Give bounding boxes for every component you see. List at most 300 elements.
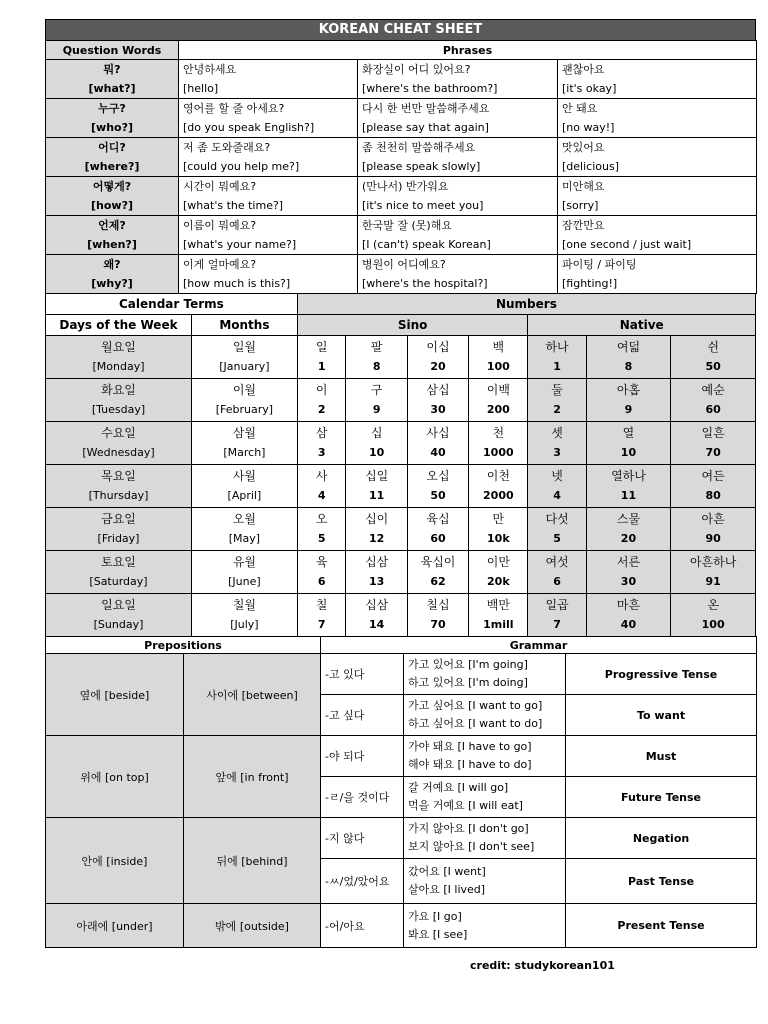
sino-cell: [469, 336, 528, 379]
mon-korean: 사월: [232, 469, 256, 483]
preposition-en: [outside]: [239, 919, 289, 933]
preposition-en: [under]: [111, 919, 153, 933]
native-cell: [671, 422, 756, 465]
sino-korean: 이: [315, 383, 328, 397]
phrase-kr: 시간이 뭐예요?: [183, 180, 257, 193]
native-value: 100: [701, 618, 725, 631]
sino-value: 62: [430, 575, 446, 588]
phrase-en: [I (can't) speak Korean]: [362, 238, 491, 251]
sino-value: 14: [369, 618, 385, 631]
preposition-kr: 옆에: [79, 688, 101, 702]
native-cell: [586, 422, 671, 465]
sino-korean: 칠: [315, 598, 328, 612]
calendar-row: [46, 336, 756, 379]
grammar-example: 가고 싶어요 [I want to go]: [408, 699, 543, 712]
native-cell: [528, 508, 586, 551]
sino-cell: [469, 594, 528, 637]
sino-value: 3: [317, 446, 326, 459]
native-cell: [586, 508, 671, 551]
phrase-en: [no way!]: [562, 121, 615, 134]
question-word-kr: 뭐?: [103, 63, 121, 76]
question-word-en: [where?]: [84, 160, 140, 173]
calendar-row: [46, 508, 756, 551]
sino-korean: 십삼: [365, 598, 389, 612]
day-value: [Sunday]: [93, 618, 144, 631]
phrase-kr: 좀 천천히 말씀해주세요: [362, 141, 476, 154]
numbers-header: Numbers: [297, 294, 755, 315]
phrase-en: [it's nice to meet you]: [362, 199, 484, 212]
mon-value: [May]: [228, 532, 261, 545]
mon-cell: [192, 508, 298, 551]
native-korean: 셋: [551, 426, 563, 440]
sino-korean: 사: [315, 469, 328, 483]
preposition-kr: 위에: [80, 770, 102, 784]
native-korean: 아흔하나: [689, 555, 737, 569]
preposition-cell: [46, 654, 184, 736]
native-value: 9: [624, 403, 633, 416]
grammar-name: Negation: [566, 818, 757, 859]
sino-value: 20k: [487, 575, 510, 588]
phrase-en: [fighting!]: [562, 277, 618, 290]
native-cell: [586, 379, 671, 422]
sino-korean: 사십: [426, 426, 450, 440]
phrase-kr: 미안해요: [562, 180, 605, 193]
preposition-en: [inside]: [106, 854, 148, 868]
sino-cell: [346, 379, 407, 422]
day-value: [Wednesday]: [82, 446, 155, 459]
sino-value: 1: [317, 360, 326, 373]
sino-cell: [297, 508, 346, 551]
sino-korean: 삼: [315, 426, 328, 440]
question-word-kr: 누구?: [98, 102, 126, 115]
sino-value: 10k: [487, 532, 510, 545]
question-word-kr: 어디?: [98, 141, 126, 154]
sino-cell: [346, 508, 407, 551]
sino-korean: 일: [315, 340, 328, 354]
sino-value: 60: [430, 532, 446, 545]
sino-cell: [407, 465, 468, 508]
native-value: 40: [620, 618, 637, 631]
mon-korean: 일월: [232, 340, 256, 354]
native-value: 20: [620, 532, 637, 545]
phrase-en: [please speak slowly]: [362, 160, 481, 173]
sino-korean: 만: [492, 512, 505, 526]
grammar-example: 갈 거예요 [I will go]: [408, 781, 509, 794]
native-value: 30: [620, 575, 637, 588]
sino-korean: 이천: [486, 469, 510, 483]
preposition-cell: [184, 654, 321, 736]
day-value: [Monday]: [92, 360, 145, 373]
phrase-kr: 잠깐만요: [562, 219, 605, 232]
phrase-en: [one second / just wait]: [562, 238, 692, 251]
native-korean: 하나: [545, 340, 569, 354]
sino-cell: [346, 336, 407, 379]
sino-value: 40: [430, 446, 446, 459]
phrase-kr: 화장실이 어디 있어요?: [362, 63, 471, 76]
preposition-en: [on top]: [104, 770, 149, 784]
phrase-en: [please say that again]: [362, 121, 489, 134]
sino-korean: 삼십: [426, 383, 450, 397]
phrases-header: Phrases: [179, 41, 757, 60]
grammar-example: 보지 않아요 [I don't see]: [408, 840, 535, 853]
phrase-en: [how much is this?]: [183, 277, 291, 290]
grammar-suffix: -ㄹ/을 것이다: [321, 777, 404, 818]
sino-korean: 팔: [370, 340, 383, 354]
phrase-kr: 한국말 잘 (못)해요: [362, 219, 452, 232]
native-value: 6: [553, 575, 561, 588]
phrase-kr: 영어를 할 줄 아세요?: [183, 102, 285, 115]
mon-korean: 삼월: [232, 426, 256, 440]
native-value: 10: [620, 446, 637, 459]
native-korean: 여덟: [616, 340, 641, 354]
question-words-header: Question Words: [46, 41, 179, 60]
grammar-example: 가지 않아요 [I don't go]: [408, 822, 529, 835]
calendar-body: [45, 335, 756, 637]
question-word-kr: 왜?: [103, 258, 121, 271]
day-cell: [46, 336, 192, 379]
grammar-suffix: -ㅆ/었/았어요: [321, 859, 404, 904]
phrase-kr: 맛있어요: [562, 141, 605, 154]
phrase-kr: 안녕하세요: [183, 63, 237, 76]
sino-value: 5: [317, 532, 326, 545]
credit-text: credit: studykorean101: [470, 959, 615, 972]
native-korean: 마흔: [616, 598, 641, 612]
day-value: [Saturday]: [89, 575, 148, 588]
sino-value: 8: [372, 360, 381, 373]
day-korean: 화요일: [101, 383, 136, 397]
sino-korean: 십이: [365, 512, 389, 526]
prepositions-header: Prepositions: [46, 637, 321, 654]
sino-cell: [469, 422, 528, 465]
cheat-sheet: [45, 19, 756, 948]
sino-korean: 십일: [365, 469, 389, 483]
grammar-example: 하고 싶어요 [I want to do]: [408, 717, 543, 730]
mon-korean: 칠월: [232, 598, 256, 612]
phrase-row: [46, 177, 757, 216]
phrase-en: [delicious]: [562, 160, 619, 173]
native-value: 11: [620, 489, 637, 502]
native-korean: 여섯: [545, 555, 569, 569]
calendar-row: [46, 551, 756, 594]
native-cell: [528, 379, 586, 422]
grammar-name: Future Tense: [566, 777, 757, 818]
native-value: 1: [553, 360, 561, 373]
phrase-row: [46, 216, 757, 255]
grammar-example: 먹을 거예요 [I will eat]: [408, 799, 523, 812]
sino-cell: [407, 422, 468, 465]
day-value: [Friday]: [97, 532, 140, 545]
native-korean: 열하나: [611, 469, 646, 483]
native-value: 3: [553, 446, 561, 459]
sino-cell: [407, 379, 468, 422]
calendar-row: [46, 594, 756, 637]
sino-korean: 육십이: [420, 555, 456, 569]
grammar-suffix: -고 싶다: [321, 695, 404, 736]
preposition-cell: [46, 904, 184, 948]
native-cell: [586, 465, 671, 508]
day-cell: [46, 465, 192, 508]
grammar-example: 해야 돼요 [I have to do]: [408, 758, 532, 771]
months-header: Months: [192, 315, 298, 336]
sino-korean: 십삼: [365, 555, 389, 569]
native-value: 91: [705, 575, 721, 588]
native-value: 80: [705, 489, 721, 502]
preposition-en: [beside]: [104, 688, 150, 702]
native-cell: [671, 336, 756, 379]
mon-korean: 유월: [232, 555, 256, 569]
day-cell: [46, 379, 192, 422]
day-cell: [46, 422, 192, 465]
grammar-example: 가요 [I go]: [408, 909, 462, 923]
phrase-en: [sorry]: [562, 199, 599, 212]
native-value: 60: [705, 403, 721, 416]
native-korean: 아흔: [701, 512, 725, 526]
grammar-suffix: -지 않다: [321, 818, 404, 859]
sheet-title: KOREAN CHEAT SHEET: [45, 19, 756, 40]
native-cell: [586, 594, 671, 637]
native-korean: 넷: [551, 469, 563, 483]
grammar-example: 가고 있어요 [I'm going]: [408, 658, 528, 671]
native-cell: [671, 379, 756, 422]
sino-cell: [407, 336, 468, 379]
sino-value: 12: [369, 532, 385, 545]
day-cell: [46, 594, 192, 637]
sino-korean: 육십: [426, 512, 450, 526]
native-korean: 일흔: [701, 426, 725, 440]
native-cell: [528, 422, 586, 465]
sino-cell: [297, 379, 346, 422]
native-korean: 아홉: [616, 383, 641, 397]
grammar-example: 하고 있어요 [I'm doing]: [408, 676, 528, 689]
mon-korean: 이월: [232, 383, 256, 397]
sino-value: 200: [486, 403, 510, 416]
mon-cell: [192, 594, 298, 637]
sino-cell: [297, 422, 346, 465]
preposition-kr: 뒤에: [216, 854, 238, 868]
sino-cell: [297, 465, 346, 508]
native-cell: [528, 465, 586, 508]
question-word-kr: 언제?: [98, 219, 126, 232]
calendar-terms-header: Calendar Terms: [46, 294, 298, 315]
phrase-en: [hello]: [183, 82, 219, 95]
phrase-en: [what's your name?]: [183, 238, 297, 251]
phrase-en: [what's the time?]: [183, 199, 284, 212]
preposition-kr: 밖에: [215, 919, 237, 933]
native-korean: 서른: [616, 555, 641, 569]
day-korean: 금요일: [101, 512, 136, 526]
grammar-name: Past Tense: [566, 859, 757, 904]
sino-korean: 백: [492, 340, 505, 354]
sino-korean: 십: [370, 426, 383, 440]
day-value: [Thursday]: [88, 489, 149, 502]
mon-value: [June]: [228, 575, 261, 588]
native-korean: 일곱: [545, 598, 569, 612]
native-cell: [671, 465, 756, 508]
sino-korean: 천: [492, 426, 505, 440]
sino-value: 70: [430, 618, 446, 631]
mon-value: [April]: [227, 489, 262, 502]
grammar-example: 봐요 [I see]: [408, 927, 468, 941]
phrase-en: [where's the hospital?]: [362, 277, 488, 290]
sino-value: 30: [430, 403, 446, 416]
grammar-header: Grammar: [321, 637, 757, 654]
native-korean: 쉰: [707, 340, 719, 354]
mon-cell: [192, 379, 298, 422]
question-word-en: [who?]: [91, 121, 133, 134]
sino-cell: [469, 551, 528, 594]
question-word-en: [why?]: [91, 277, 133, 290]
native-value: 8: [624, 360, 633, 373]
sino-value: 6: [317, 575, 326, 588]
native-cell: [586, 551, 671, 594]
sino-cell: [297, 551, 346, 594]
phrase-row: [46, 99, 757, 138]
mon-cell: [192, 336, 298, 379]
native-value: 2: [553, 403, 561, 416]
phrase-kr: 다시 한 번만 말씀해주세요: [362, 102, 490, 115]
sino-value: 9: [372, 403, 381, 416]
sino-korean: 이백: [486, 383, 510, 397]
day-cell: [46, 508, 192, 551]
sino-cell: [297, 594, 346, 637]
mon-value: [March]: [223, 446, 266, 459]
phrase-en: [where's the bathroom?]: [362, 82, 498, 95]
grammar-name: Must: [566, 736, 757, 777]
sino-value: 11: [369, 489, 385, 502]
prepositions-grammar-table: [45, 636, 757, 948]
preposition-cell: [184, 904, 321, 948]
phrase-kr: 괜찮아요: [562, 63, 605, 76]
native-cell: [586, 336, 671, 379]
native-korean: 둘: [551, 383, 563, 397]
preposition-cell: [184, 818, 321, 904]
sino-korean: 백만: [486, 598, 510, 612]
grammar-example: 가야 돼요 [I have to go]: [408, 740, 532, 753]
sino-value: 20: [430, 360, 446, 373]
native-korean: 열: [622, 426, 635, 440]
sino-value: 13: [369, 575, 385, 588]
sino-value: 2: [317, 403, 326, 416]
sino-korean: 육: [315, 555, 328, 569]
phrase-kr: 이름이 뭐예요?: [183, 219, 257, 232]
sino-value: 1mill: [483, 618, 514, 631]
grammar-name: Progressive Tense: [566, 654, 757, 695]
grammar-suffix: -어/아요: [321, 904, 404, 948]
sino-value: 4: [317, 489, 326, 502]
mon-korean: 오월: [232, 512, 256, 526]
sino-korean: 이만: [486, 555, 510, 569]
preposition-cell: [46, 818, 184, 904]
sino-cell: [407, 594, 468, 637]
sino-value: 50: [430, 489, 446, 502]
day-value: [Tuesday]: [91, 403, 146, 416]
sino-korean: 오십: [426, 469, 450, 483]
mon-value: [February]: [215, 403, 274, 416]
phrase-en: [it's okay]: [562, 82, 617, 95]
sino-cell: [407, 551, 468, 594]
calendar-numbers-table: [45, 293, 756, 336]
day-korean: 목요일: [101, 469, 136, 483]
native-korean: 온: [707, 598, 719, 612]
phrase-kr: (만나서) 반가워요: [362, 180, 449, 193]
mon-cell: [192, 422, 298, 465]
native-cell: [528, 336, 586, 379]
mon-value: [July]: [230, 618, 259, 631]
phrase-row: [46, 138, 757, 177]
sino-korean: 이십: [426, 340, 450, 354]
question-word-en: [how?]: [91, 199, 133, 212]
days-header: Days of the Week: [46, 315, 192, 336]
phrase-kr: 안 돼요: [562, 102, 598, 115]
calendar-row: [46, 422, 756, 465]
day-korean: 토요일: [101, 555, 136, 569]
sino-cell: [407, 508, 468, 551]
mon-cell: [192, 465, 298, 508]
sino-value: 2000: [483, 489, 514, 502]
sino-header: Sino: [297, 315, 528, 336]
question-word-en: [what?]: [88, 82, 136, 95]
sino-value: 1000: [483, 446, 514, 459]
grammar-suffix: -야 되다: [321, 736, 404, 777]
sino-cell: [346, 594, 407, 637]
native-cell: [671, 594, 756, 637]
native-korean: 예순: [701, 383, 725, 397]
day-korean: 수요일: [101, 426, 136, 440]
sino-value: 7: [317, 618, 326, 631]
sino-korean: 오: [315, 512, 328, 526]
native-cell: [671, 551, 756, 594]
question-word-kr: 어떻게?: [92, 180, 132, 193]
preposition-kr: 사이에: [206, 688, 239, 702]
native-cell: [671, 508, 756, 551]
mon-value: [January]: [219, 360, 270, 373]
calendar-row: [46, 465, 756, 508]
grammar-example: 갔어요 [I went]: [408, 865, 486, 878]
sino-korean: 칠십: [426, 598, 450, 612]
preposition-cell: [46, 736, 184, 818]
phrase-en: [do you speak English?]: [183, 121, 315, 134]
preposition-kr: 아래에: [76, 919, 109, 933]
preposition-en: [between]: [241, 688, 298, 702]
phrase-kr: 병원이 어디예요?: [362, 258, 446, 271]
grammar-name: To want: [566, 695, 757, 736]
native-header: Native: [528, 315, 756, 336]
phrase-en: [could you help me?]: [183, 160, 300, 173]
phrase-kr: 이게 얼마예요?: [183, 258, 257, 271]
phrase-row: [46, 255, 757, 294]
native-korean: 스물: [616, 512, 641, 526]
day-cell: [46, 551, 192, 594]
native-value: 4: [553, 489, 561, 502]
native-cell: [528, 594, 586, 637]
sino-cell: [346, 422, 407, 465]
native-korean: 다섯: [545, 512, 569, 526]
native-value: 7: [553, 618, 561, 631]
preposition-kr: 앞에: [215, 770, 237, 784]
grammar-suffix: -고 있다: [321, 654, 404, 695]
native-value: 70: [705, 446, 721, 459]
sino-korean: 구: [370, 383, 383, 397]
sino-cell: [469, 379, 528, 422]
sino-value: 10: [369, 446, 385, 459]
phrase-kr: 파이팅 / 파이팅: [562, 258, 637, 271]
day-korean: 일요일: [101, 598, 136, 612]
sino-cell: [469, 465, 528, 508]
grammar-name: Present Tense: [566, 904, 757, 948]
sino-cell: [346, 465, 407, 508]
day-korean: 월요일: [101, 340, 136, 354]
sino-value: 100: [486, 360, 510, 373]
